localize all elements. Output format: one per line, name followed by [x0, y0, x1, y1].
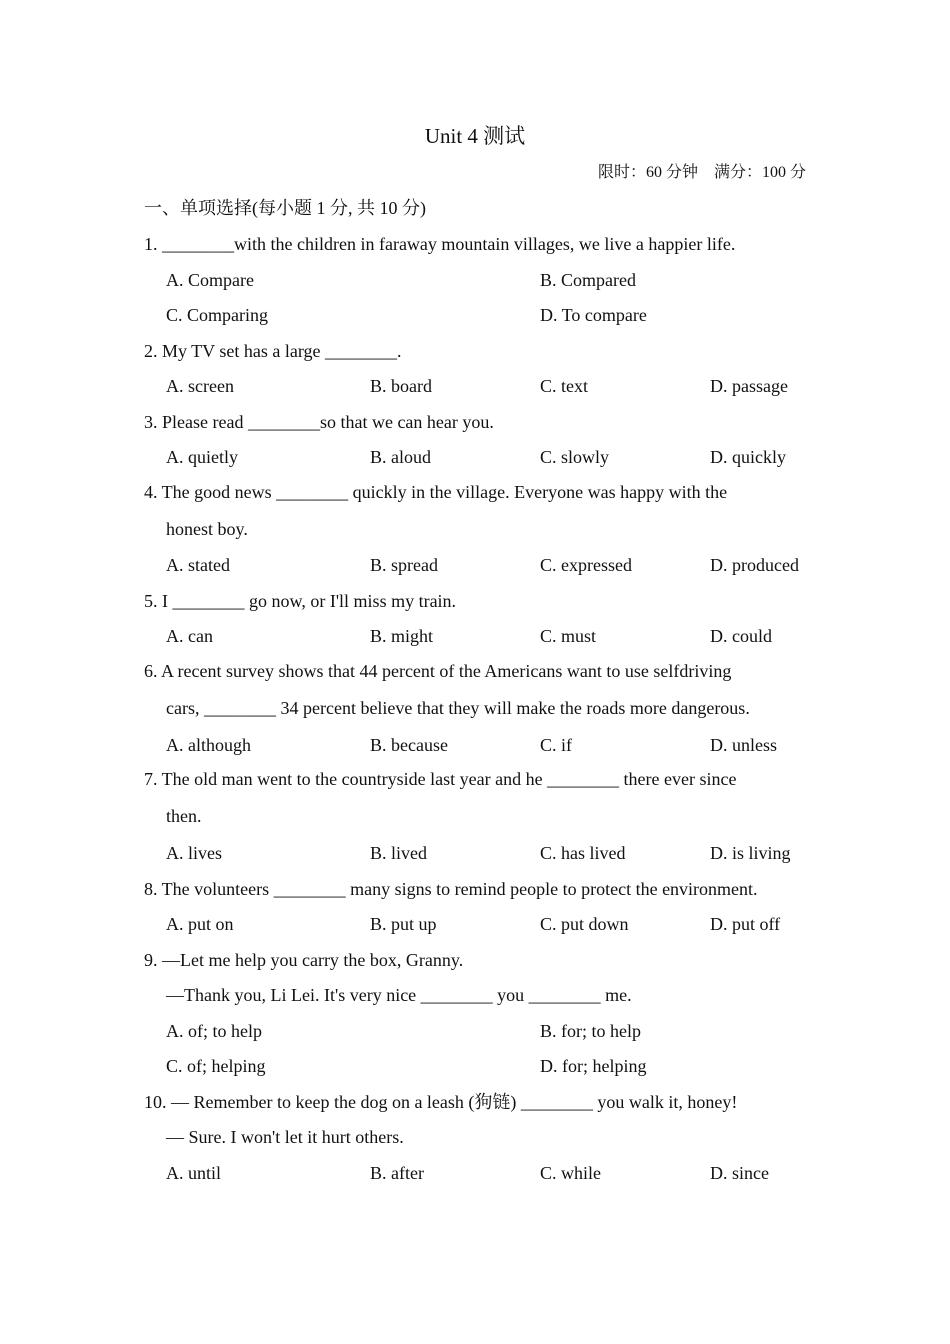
question-4 [144, 474, 806, 548]
question-7-continuation: then. [166, 806, 202, 826]
question-9-option-d: D. for; helping [540, 1056, 647, 1076]
question-5-option-d: D. could [710, 626, 772, 646]
question-10-option-c: C. while [540, 1163, 601, 1183]
question-1-option-c: C. Comparing [166, 305, 268, 325]
question-10: 10. — Remember to keep the dog on a leash (狗链) ________ you walk it, honey! [144, 1092, 738, 1112]
question-9: 9. —Let me help you carry the box, Granny. [144, 950, 464, 970]
question-5-option-a: A. can [166, 626, 213, 646]
question-7-option-c: C. has lived [540, 843, 626, 863]
question-1-option-d: D. To compare [540, 305, 647, 325]
question-9-continuation: —Thank you, Li Lei. It's very nice ________ you ________ me. [166, 985, 632, 1005]
question-9-option-b: B. for; to help [540, 1021, 641, 1041]
question-6-option-d: D. unless [710, 735, 777, 755]
question-10-option-b: B. after [370, 1163, 424, 1183]
question-6 [144, 653, 806, 727]
question-2-option-c: C. text [540, 376, 588, 396]
question-1: 1. ________with the children in faraway mountain villages, we live a happier life. [144, 234, 736, 254]
question-7 [144, 761, 806, 835]
page-title: Unit 4 测试 [424, 124, 526, 148]
question-1-option-b: B. Compared [540, 270, 636, 290]
question-4-option-b: B. spread [370, 555, 438, 575]
section-heading: 一、单项选择(每小题 1 分, 共 10 分) [144, 198, 426, 218]
question-6-option-c: C. if [540, 735, 573, 755]
question-1-option-a: A. Compare [166, 270, 254, 290]
question-4-option-d: D. produced [710, 555, 799, 575]
question-7-option-a: A. lives [166, 843, 222, 863]
question-5: 5. I ________ go now, or I'll miss my train. [144, 591, 457, 611]
question-3-option-b: B. aloud [370, 447, 431, 467]
question-4-text: 4. The good news ________ quickly in the village. Everyone was happy with the [144, 482, 728, 502]
question-10-option-a: A. until [166, 1163, 222, 1183]
question-3: 3. Please read ________so that we can hear you. [144, 412, 494, 432]
question-9-option-a: A. of; to help [166, 1021, 262, 1041]
question-4-continuation: honest boy. [166, 519, 248, 539]
question-7-text: 7. The old man went to the countryside last year and he ________ there ever since [144, 769, 737, 789]
question-6-option-b: B. because [370, 735, 448, 755]
question-8: 8. The volunteers ________ many signs to remind people to protect the environment. [144, 879, 758, 899]
question-5-option-b: B. might [370, 626, 434, 646]
question-7-option-d: D. is living [710, 843, 791, 863]
question-8-option-b: B. put up [370, 914, 437, 934]
time-limit: 限时：60 分钟 [597, 164, 698, 181]
question-7-option-b: B. lived [370, 843, 427, 863]
question-10-option-d: D. since [710, 1163, 769, 1183]
question-10-continuation: — Sure. I won't let it hurt others. [166, 1127, 404, 1147]
question-2-option-b: B. board [370, 376, 432, 396]
question-4-option-a: A. stated [166, 555, 230, 575]
question-2-option-d: D. passage [710, 376, 788, 396]
question-6-text: 6. A recent survey shows that 44 percent of the Americans want to use selfdriving [144, 661, 732, 681]
question-5-option-c: C. must [540, 626, 597, 646]
question-8-option-c: C. put down [540, 914, 629, 934]
question-3-option-a: A. quietly [166, 447, 238, 467]
question-9-option-c: C. of; helping [166, 1056, 266, 1076]
question-2-option-a: A. screen [166, 376, 234, 396]
question-4-option-c: C. expressed [540, 555, 632, 575]
question-6-option-a: A. although [166, 735, 251, 755]
question-2: 2. My TV set has a large ________. [144, 341, 402, 361]
question-3-option-d: D. quickly [710, 447, 786, 467]
exam-meta [598, 160, 806, 186]
question-8-option-d: D. put off [710, 914, 781, 934]
question-6-continuation: cars, ________ 34 percent believe that they will make the roads more dangerous. [166, 698, 750, 718]
question-3-option-c: C. slowly [540, 447, 610, 467]
full-score: 满分：100 分 [713, 164, 806, 181]
question-8-option-a: A. put on [166, 914, 234, 934]
